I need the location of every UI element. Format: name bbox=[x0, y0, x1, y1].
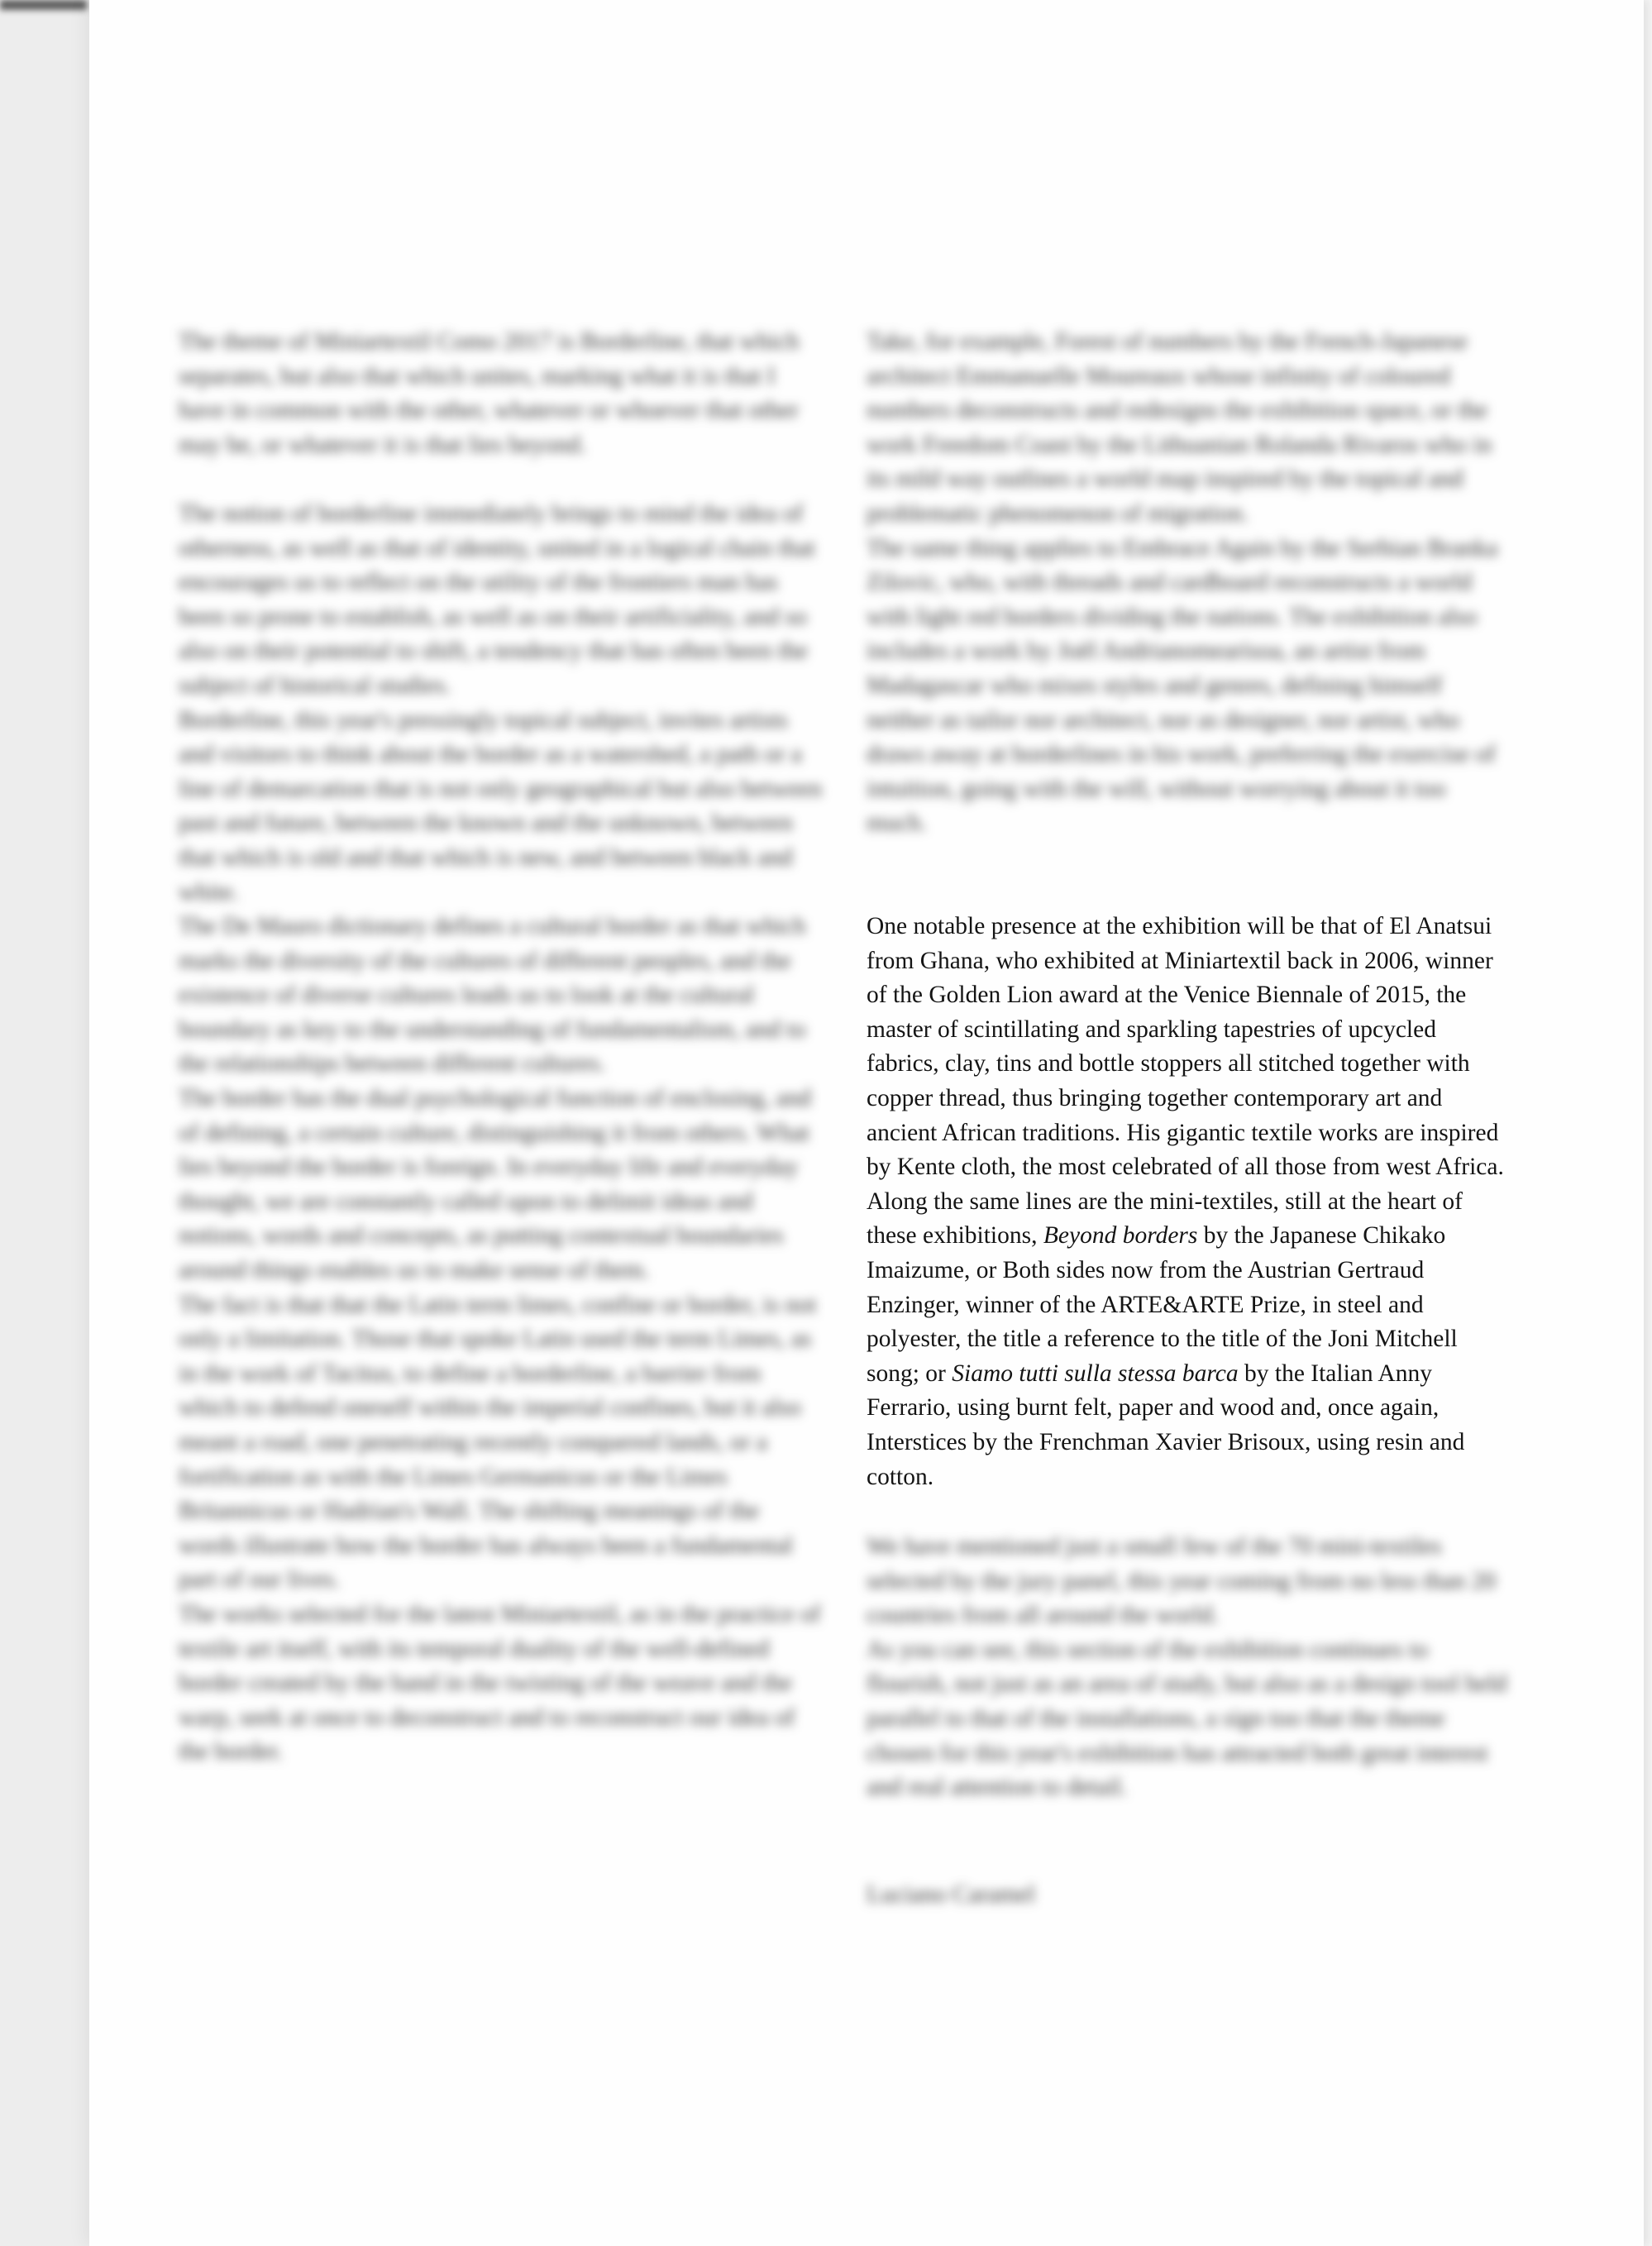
focused-text-block bbox=[867, 910, 1511, 1494]
text-run: Along the same lines are the mini-textiles, still at the heart of these exhibitions, bbox=[867, 1188, 1463, 1250]
paragraph-mini-textiles bbox=[867, 1185, 1511, 1494]
text-run: by the Japanese Chikako Imaizume, or Both sides now from the Austrian Gertraud Enzinger, winner of the ARTE&ARTE Prize, in steel and polyester, the title a reference to the title of the Joni Mitchell song; or bbox=[867, 1222, 1458, 1387]
corner-mark bbox=[0, 0, 87, 10]
paragraph: The works selected for the latest Miniartextil, as in the practice of textile art itself, with its temporal duality of the well-defined border created by the hand in the twisting of the weave and the warp, seek at once to deconstruct and to reconstruct our idea of the border. bbox=[179, 1600, 821, 1766]
left-text-column bbox=[179, 325, 824, 1770]
paragraph: Take, for example, Forest of numbers by the French-Japanese architect Emmanuelle Moureaux whose infinity of coloured numbers deconstructs and redesigns the exhibition space, or the work Freedom Coast by the Lithuanian Rolanda Rivaros who in its mild way outlines a world map inspired by the topical and problematic phenomenon of migration. bbox=[867, 328, 1492, 527]
right-text-column-bottom bbox=[867, 1530, 1511, 1805]
right-text-column-top bbox=[867, 325, 1511, 841]
background-strip bbox=[0, 0, 91, 2246]
artwork-title: Siamo tutti sulla stessa barca bbox=[952, 1360, 1239, 1387]
paragraph: Borderline, this year's pressingly topical subject, invites artists and visitors to think about the border as a watershed, a path or a line of demarcation that is not only geographical but also between past and future, between the known and the unknown, between that which is old and that which is new, and between black and white. bbox=[179, 706, 823, 906]
paragraph: The border has the dual psychological function of enclosing, and of defining, a certain culture, distinguishing it from others. What lies beyond the border is foreign. In everyday life and everyday thought, we are constantly called upon to delimit ideas and notions, words and concepts, as putting contextual boundaries around things enables us to make sense of them. bbox=[179, 1085, 812, 1284]
paragraph-el-anatsui: One notable presence at the exhibition will be that of El Anatsui from Ghana, who exhibited at Miniartextil back in 2006, winner of the Golden Lion award at the Venice Biennale of 2015, the master of scintillating and sparkling tapestries of upcycled fabrics, clay, tins and bottle stoppers all stitched together with copper thread, thus bringing together contemporary art and ancient African traditions. His gigantic textile works are inspired by Kente cloth, the most celebrated of all those from west Africa. bbox=[867, 913, 1504, 1181]
artwork-title: Beyond borders bbox=[1043, 1222, 1198, 1250]
text-run: by the Italian Anny Ferrario, using burnt felt, paper and wood and, once again, Interstices by the Frenchman Xavier Brisoux, using resin and cotton. bbox=[867, 1360, 1465, 1490]
paragraph: The fact is that that the Latin term limes, confine or border, is not only a limitation. Those that spoke Latin used the term Limes, as in the work of Tacitus, to define a borderline, a barrier from which to defend oneself within the imperial confines, but it also meant a road, one penetrating recently conquered lands, or a fortification as with the Limes Germanicus or the Limes Britannicus or Hadrian's Wall. The shifting meanings of the words illustrate how the border has always been a fundamental part of our lives. bbox=[179, 1291, 817, 1594]
author-signature bbox=[867, 1878, 1511, 1913]
paragraph: As you can see, this section of the exhibition continues to flourish, not just as an area of study, but also as a design tool held parallel to that of the installations, a sign too that the theme chosen for this year's exhibition has attracted both great interest and real attention to detail. bbox=[867, 1636, 1507, 1801]
author-name: Luciano Caramel bbox=[867, 1881, 1035, 1908]
paragraph: The De Mauro dictionary defines a cultural border as that which marks the diversity of the cultures of different peoples, and the existence of diverse cultures leads us to look at the cultural boundary as key to the understanding of fundamentalism, and to the relationships between different cultures. bbox=[179, 913, 806, 1078]
paragraph: The same thing applies to Embrace Again by the Serbian Branka Zilovic, who, with threads and cardboard reconstructs a world with light red borders dividing the nations. The exhibition also includes a work by Joël Andrianomearisoa, an artist from Madagascar who mixes styles and genres, defining himself neither as tailor nor architect, nor as designer, nor artist, who draws away at borderlines in his work, preferring the exercise of intuition, going with the will, without worrying about it too much. bbox=[867, 534, 1498, 837]
paragraph: The theme of Miniartextil Como 2017 is Borderline, that which separates, but also that which unites, marking what it is that I have in common with the other, whatever or whoever that other may be, or whatever it is that lies beyond. bbox=[179, 328, 800, 458]
paragraph: We have mentioned just a small few of the 70 mini-textiles selected by the jury panel, this year coming from no less than 20 countries from all around the world. bbox=[867, 1533, 1497, 1629]
paragraph: The notion of borderline immediately brings to mind the idea of otherness, as well as that of identity, united in a logical chain that encourages us to reflect on the utility of the frontiers man has been so prone to establish, as well as on their artificiality, and so also on their potential to shift, a tendency that has often been the subject of historical studies. bbox=[179, 499, 815, 699]
